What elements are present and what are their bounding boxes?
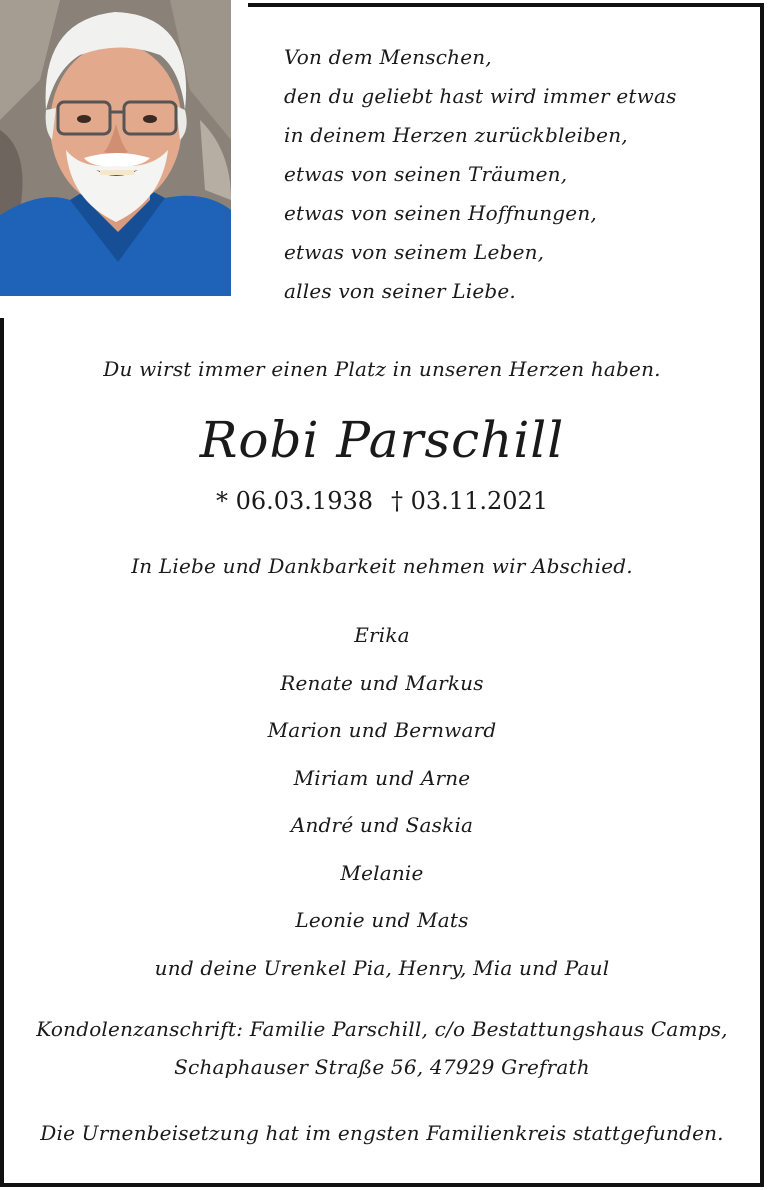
- mourners-list: [4, 612, 760, 992]
- poem-line: in deinem Herzen zurückbleiben,: [284, 123, 628, 147]
- frame-top-border: [248, 3, 763, 7]
- farewell-line: In Liebe und Dankbarkeit nehmen wir Abschied.: [131, 554, 633, 578]
- condolence-address-line: Schaphauser Straße 56, 47929 Grefrath: [174, 1055, 590, 1079]
- frame-right-border: [760, 3, 764, 1187]
- poem-line: etwas von seinen Träumen,: [284, 162, 568, 186]
- portrait-photo-icon: [0, 0, 231, 296]
- poem-line: etwas von seinem Leben,: [284, 240, 545, 264]
- mourner-entry: und deine Urenkel Pia, Henry, Mia und Paul: [154, 955, 610, 980]
- mourner-entry: André und Saskia: [290, 813, 474, 837]
- mourner-entry: Erika: [354, 623, 410, 647]
- poem-line: alles von seiner Liebe.: [284, 279, 516, 303]
- burial-note: Die Urnenbeisetzung hat im engsten Familienkreis stattgefunden.: [40, 1121, 724, 1145]
- deceased-name: Robi Parschill: [199, 411, 565, 469]
- mourner-entry: Renate und Markus: [280, 670, 484, 695]
- mourner-entry: Miriam und Arne: [293, 765, 471, 790]
- mourner-entry: Marion und Bernward: [267, 718, 497, 742]
- tagline: Du wirst immer einen Platz in unseren Herzen haben.: [103, 357, 661, 381]
- life-dates: [4, 483, 760, 519]
- mourner-entry: Melanie: [340, 860, 424, 885]
- mourner-entry: Leonie und Mats: [295, 908, 469, 932]
- condolence-address-line: Kondolenzanschrift: Familie Parschill, c/o Bestattungshaus Camps,: [36, 1017, 728, 1041]
- condolence-address: [4, 1010, 760, 1086]
- poem: [284, 38, 744, 311]
- poem-line: Von dem Menschen,: [284, 45, 492, 69]
- frame-bottom-border: [0, 1183, 764, 1187]
- poem-line: etwas von seinen Hoffnungen,: [284, 201, 597, 225]
- birth-date: * 06.03.1938: [215, 487, 373, 515]
- portrait-photo: [0, 0, 231, 296]
- poem-line: den du geliebt hast wird immer etwas: [284, 84, 677, 108]
- death-date: † 03.11.2021: [391, 487, 549, 515]
